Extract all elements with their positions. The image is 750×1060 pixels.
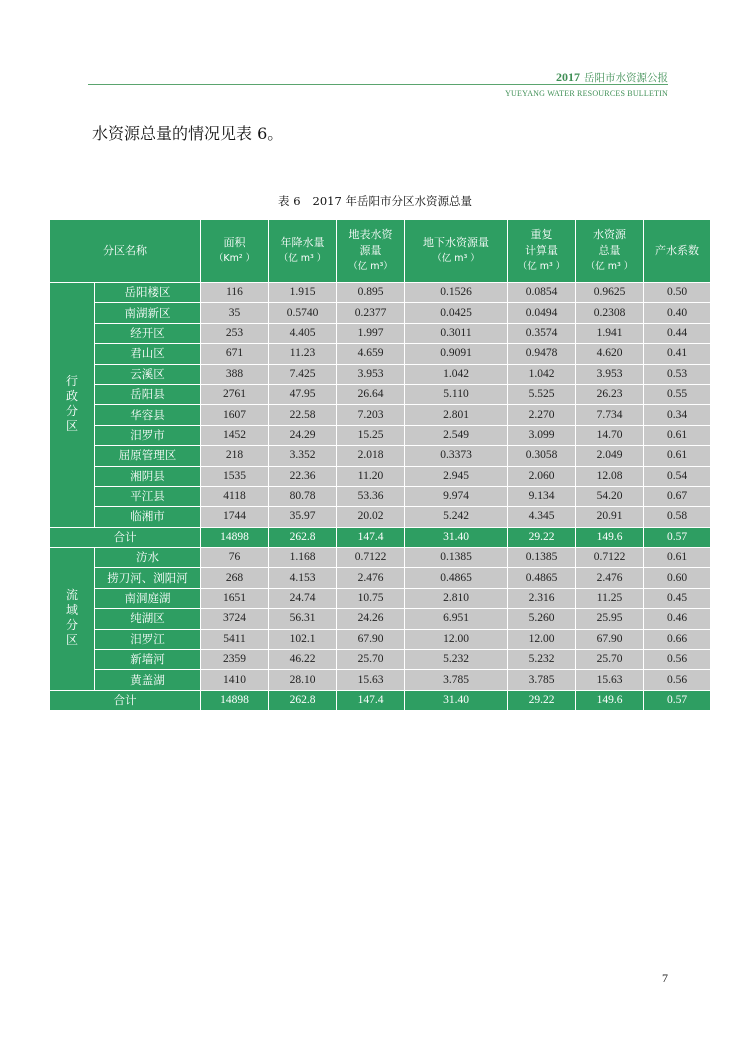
value-cell: 0.60 [644, 568, 711, 588]
value-cell: 2.049 [576, 446, 644, 466]
table-caption-title: 2017 年岳阳市分区水资源总量 [312, 194, 472, 208]
column-header-line: （亿 m³ ） [432, 253, 480, 264]
value-cell: 3.352 [269, 446, 337, 466]
value-cell: 0.2377 [337, 303, 405, 323]
total-value-cell: 149.6 [576, 690, 644, 710]
value-cell: 11.25 [576, 588, 644, 608]
value-cell: 2.945 [405, 466, 508, 486]
column-header-line: 产水系数 [655, 244, 699, 257]
value-cell: 2.060 [508, 466, 576, 486]
value-cell: 67.90 [337, 629, 405, 649]
column-header [269, 220, 337, 283]
value-cell: 53.36 [337, 486, 405, 506]
value-cell: 0.0494 [508, 303, 576, 323]
value-cell: 0.45 [644, 588, 711, 608]
column-header [508, 220, 576, 283]
value-cell: 12.08 [576, 466, 644, 486]
region-name-cell: 君山区 [95, 344, 201, 364]
value-cell: 2.810 [405, 588, 508, 608]
total-value-cell: 29.22 [508, 527, 576, 547]
column-header [201, 220, 269, 283]
column-header [405, 220, 508, 283]
value-cell: 102.1 [269, 629, 337, 649]
value-cell: 1535 [201, 466, 269, 486]
table-row [50, 609, 711, 629]
table-row [50, 629, 711, 649]
value-cell: 4.153 [269, 568, 337, 588]
value-cell: 47.95 [269, 384, 337, 404]
region-name-cell: 云溪区 [95, 364, 201, 384]
value-cell: 12.00 [405, 629, 508, 649]
region-name-cell: 经开区 [95, 323, 201, 343]
value-cell: 3.099 [508, 425, 576, 445]
value-cell: 35 [201, 303, 269, 323]
bulletin-name: 岳阳市水资源公报 [584, 72, 668, 84]
value-cell: 1.168 [269, 548, 337, 568]
value-cell: 0.53 [644, 364, 711, 384]
value-cell: 0.67 [644, 486, 711, 506]
table-row [50, 568, 711, 588]
value-cell: 388 [201, 364, 269, 384]
column-header-line: 地下水资源量 [423, 236, 489, 249]
value-cell: 0.44 [644, 323, 711, 343]
value-cell: 5.232 [405, 650, 508, 670]
value-cell: 6.951 [405, 609, 508, 629]
group-label-text: 流域分区 [65, 588, 78, 648]
total-value-cell: 31.40 [405, 527, 508, 547]
value-cell: 0.66 [644, 629, 711, 649]
column-header-line: （亿 m³ ） [517, 261, 566, 272]
value-cell: 0.9091 [405, 344, 508, 364]
value-cell: 1.941 [576, 323, 644, 343]
value-cell: 3724 [201, 609, 269, 629]
value-cell: 1452 [201, 425, 269, 445]
total-value-cell: 14898 [201, 527, 269, 547]
value-cell: 5.260 [508, 609, 576, 629]
value-cell: 12.00 [508, 629, 576, 649]
value-cell: 54.20 [576, 486, 644, 506]
region-name-cell: 黄盖湖 [95, 670, 201, 690]
value-cell: 0.0425 [405, 303, 508, 323]
column-header-line: 重复 [530, 228, 553, 241]
value-cell: 0.46 [644, 609, 711, 629]
value-cell: 7.734 [576, 405, 644, 425]
header-divider [88, 84, 668, 85]
value-cell: 24.29 [269, 425, 337, 445]
total-row [50, 690, 711, 710]
total-value-cell: 29.22 [508, 690, 576, 710]
value-cell: 46.22 [269, 650, 337, 670]
value-cell: 3.785 [508, 670, 576, 690]
value-cell: 76 [201, 548, 269, 568]
value-cell: 0.9625 [576, 283, 644, 303]
value-cell: 5.232 [508, 650, 576, 670]
value-cell: 2.316 [508, 588, 576, 608]
region-name-cell: 平江县 [95, 486, 201, 506]
region-name-cell: 南湖新区 [95, 303, 201, 323]
value-cell: 4.659 [337, 344, 405, 364]
value-cell: 25.70 [576, 650, 644, 670]
column-header [50, 220, 201, 283]
value-cell: 0.3011 [405, 323, 508, 343]
value-cell: 24.26 [337, 609, 405, 629]
water-resources-table [49, 219, 711, 711]
value-cell: 0.0854 [508, 283, 576, 303]
page-number: 7 [662, 971, 668, 985]
intro-paragraph: 水资源总量的情况见表 6。 [92, 124, 284, 143]
column-header-line: 总量 [598, 244, 621, 257]
value-cell: 218 [201, 446, 269, 466]
value-cell: 2.476 [576, 568, 644, 588]
region-name-cell: 汨罗市 [95, 425, 201, 445]
value-cell: 0.55 [644, 384, 711, 404]
value-cell: 28.10 [269, 670, 337, 690]
value-cell: 20.91 [576, 507, 644, 527]
value-cell: 67.90 [576, 629, 644, 649]
region-name-cell: 岳阳楼区 [95, 283, 201, 303]
value-cell: 0.56 [644, 670, 711, 690]
value-cell: 22.36 [269, 466, 337, 486]
value-cell: 2.801 [405, 405, 508, 425]
value-cell: 3.785 [405, 670, 508, 690]
value-cell: 0.1385 [405, 548, 508, 568]
value-cell: 5.242 [405, 507, 508, 527]
value-cell: 26.64 [337, 384, 405, 404]
value-cell: 3.953 [337, 364, 405, 384]
column-header-line: （亿 m³ ） [585, 261, 634, 272]
column-header-line: 计算量 [525, 244, 558, 257]
value-cell: 0.1526 [405, 283, 508, 303]
value-cell: 14.70 [576, 425, 644, 445]
value-cell: 24.74 [269, 588, 337, 608]
value-cell: 0.895 [337, 283, 405, 303]
value-cell: 0.3574 [508, 323, 576, 343]
value-cell: 268 [201, 568, 269, 588]
total-value-cell: 14898 [201, 690, 269, 710]
value-cell: 0.41 [644, 344, 711, 364]
table-row [50, 650, 711, 670]
column-header-line: 水资源 [593, 228, 626, 241]
value-cell: 4.620 [576, 344, 644, 364]
value-cell: 2.270 [508, 405, 576, 425]
column-header-line: 分区名称 [103, 244, 147, 257]
value-cell: 0.61 [644, 548, 711, 568]
value-cell: 25.95 [576, 609, 644, 629]
value-cell: 2761 [201, 384, 269, 404]
column-header [644, 220, 711, 283]
value-cell: 0.4865 [508, 568, 576, 588]
value-cell: 0.34 [644, 405, 711, 425]
value-cell: 0.50 [644, 283, 711, 303]
value-cell: 2.018 [337, 446, 405, 466]
region-name-cell: 新墙河 [95, 650, 201, 670]
region-name-cell: 临湘市 [95, 507, 201, 527]
column-header-line: （亿 m³ ） [278, 253, 327, 264]
table-row [50, 405, 711, 425]
value-cell: 80.78 [269, 486, 337, 506]
column-header-line: 面积 [223, 236, 246, 249]
value-cell: 1651 [201, 588, 269, 608]
region-name-cell: 纯湖区 [95, 609, 201, 629]
group-label [50, 283, 95, 528]
table-row [50, 588, 711, 608]
value-cell: 9.974 [405, 486, 508, 506]
region-name-cell: 捞刀河、浏阳河 [95, 568, 201, 588]
group-label [50, 548, 95, 691]
column-header-line: 地表水资 [348, 228, 393, 241]
value-cell: 0.56 [644, 650, 711, 670]
total-value-cell: 0.57 [644, 690, 711, 710]
value-cell: 0.4865 [405, 568, 508, 588]
value-cell: 10.75 [337, 588, 405, 608]
column-header-line: 源量 [359, 244, 382, 257]
table-row [50, 670, 711, 690]
table-caption [0, 193, 750, 209]
table-caption-label: 表 6 [278, 194, 301, 208]
value-cell: 0.9478 [508, 344, 576, 364]
bulletin-subtitle: YUEYANG WATER RESOURCES BULLETIN [505, 89, 668, 98]
total-value-cell: 147.4 [337, 527, 405, 547]
table-row [50, 344, 711, 364]
value-cell: 0.7122 [337, 548, 405, 568]
value-cell: 3.953 [576, 364, 644, 384]
group-label-text: 行政分区 [65, 374, 78, 434]
value-cell: 20.02 [337, 507, 405, 527]
value-cell: 0.5740 [269, 303, 337, 323]
table-row [50, 548, 711, 568]
bulletin-year: 2017 [556, 70, 580, 84]
total-value-cell: 262.8 [269, 527, 337, 547]
value-cell: 7.425 [269, 364, 337, 384]
value-cell: 116 [201, 283, 269, 303]
column-header-line: （亿 m³） [348, 261, 393, 272]
total-label-cell: 合计 [50, 690, 201, 710]
value-cell: 4.405 [269, 323, 337, 343]
region-name-cell: 华容县 [95, 405, 201, 425]
value-cell: 56.31 [269, 609, 337, 629]
value-cell: 0.7122 [576, 548, 644, 568]
value-cell: 1410 [201, 670, 269, 690]
region-name-cell: 屈原管理区 [95, 446, 201, 466]
value-cell: 2.549 [405, 425, 508, 445]
value-cell: 0.3058 [508, 446, 576, 466]
total-value-cell: 147.4 [337, 690, 405, 710]
value-cell: 253 [201, 323, 269, 343]
value-cell: 1.915 [269, 283, 337, 303]
table-row [50, 364, 711, 384]
value-cell: 7.203 [337, 405, 405, 425]
value-cell: 5.525 [508, 384, 576, 404]
table-row [50, 466, 711, 486]
value-cell: 15.63 [337, 670, 405, 690]
total-label-cell: 合计 [50, 527, 201, 547]
value-cell: 0.2308 [576, 303, 644, 323]
region-name-cell: 岳阳县 [95, 384, 201, 404]
total-value-cell: 149.6 [576, 527, 644, 547]
total-value-cell: 0.57 [644, 527, 711, 547]
value-cell: 2.476 [337, 568, 405, 588]
total-value-cell: 262.8 [269, 690, 337, 710]
region-name-cell: 汨罗江 [95, 629, 201, 649]
column-header-line: 年降水量 [280, 236, 325, 249]
value-cell: 1607 [201, 405, 269, 425]
table-header-row [50, 220, 711, 283]
column-header [337, 220, 405, 283]
total-value-cell: 31.40 [405, 690, 508, 710]
total-row [50, 527, 711, 547]
value-cell: 0.61 [644, 446, 711, 466]
value-cell: 0.1385 [508, 548, 576, 568]
region-name-cell: 汸水 [95, 548, 201, 568]
column-header-line: （Km² ） [213, 253, 256, 264]
value-cell: 2359 [201, 650, 269, 670]
table-row [50, 303, 711, 323]
value-cell: 0.3373 [405, 446, 508, 466]
table-row [50, 425, 711, 445]
value-cell: 1.042 [405, 364, 508, 384]
value-cell: 26.23 [576, 384, 644, 404]
value-cell: 5411 [201, 629, 269, 649]
value-cell: 1.042 [508, 364, 576, 384]
value-cell: 0.61 [644, 425, 711, 445]
value-cell: 11.23 [269, 344, 337, 364]
region-name-cell: 南洞庭湖 [95, 588, 201, 608]
value-cell: 9.134 [508, 486, 576, 506]
value-cell: 0.58 [644, 507, 711, 527]
value-cell: 1.997 [337, 323, 405, 343]
table-row [50, 446, 711, 466]
value-cell: 4118 [201, 486, 269, 506]
table-row [50, 507, 711, 527]
value-cell: 4.345 [508, 507, 576, 527]
value-cell: 11.20 [337, 466, 405, 486]
bulletin-title [556, 70, 668, 85]
value-cell: 0.54 [644, 466, 711, 486]
value-cell: 25.70 [337, 650, 405, 670]
column-header [576, 220, 644, 283]
table-row [50, 384, 711, 404]
value-cell: 15.63 [576, 670, 644, 690]
value-cell: 15.25 [337, 425, 405, 445]
value-cell: 35.97 [269, 507, 337, 527]
table-row [50, 323, 711, 343]
value-cell: 22.58 [269, 405, 337, 425]
table-body [50, 283, 711, 711]
value-cell: 671 [201, 344, 269, 364]
table-row [50, 486, 711, 506]
value-cell: 1744 [201, 507, 269, 527]
table-row [50, 283, 711, 303]
value-cell: 0.40 [644, 303, 711, 323]
region-name-cell: 湘阴县 [95, 466, 201, 486]
value-cell: 5.110 [405, 384, 508, 404]
